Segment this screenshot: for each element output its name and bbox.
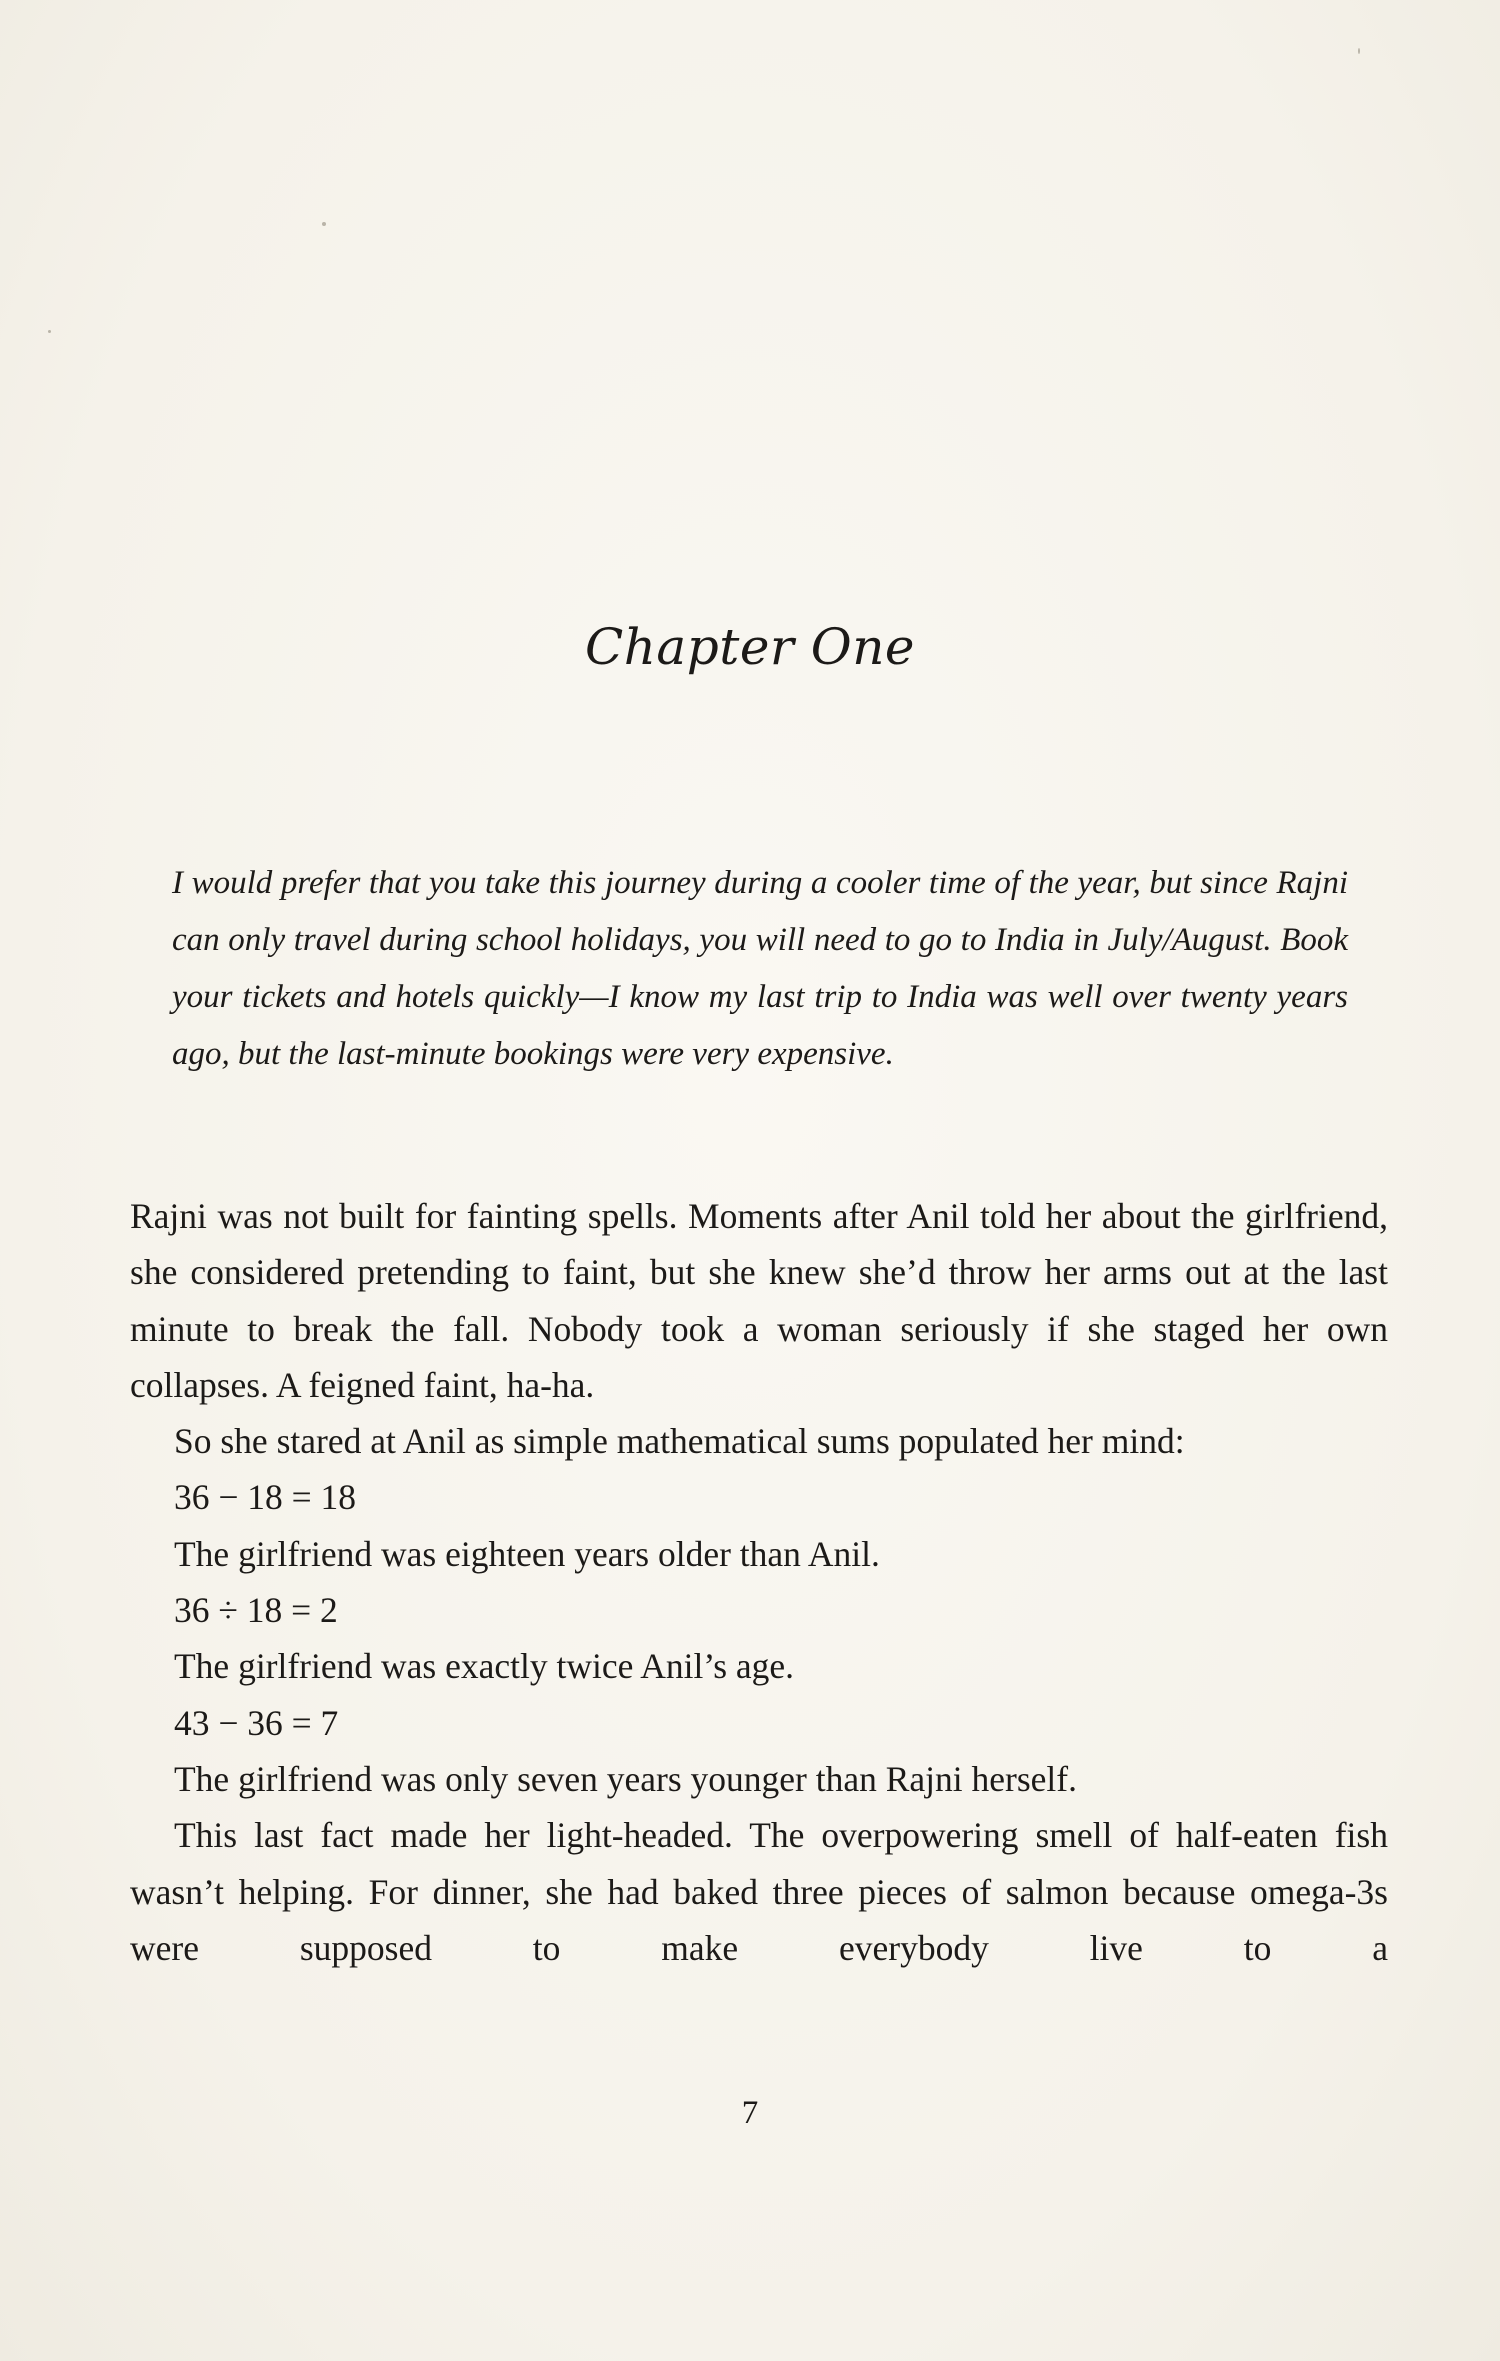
chapter-body	[130, 1188, 1388, 1976]
paragraph-3: The girlfriend was eighteen years older than Anil.	[174, 1533, 880, 1574]
paragraph-1: Rajni was not built for fainting spells. Moments after Anil told her about the girlfriend, she considered pretending to faint, but she knew she’d throw her arms out at the last minute to break the fall. Nobody took a woman seriously if she staged her own collapses. A feigned faint, ha-ha.	[130, 1196, 1388, 1405]
page-number: 7	[741, 2095, 759, 2131]
chapter-title: Chapter One	[584, 618, 916, 676]
paragraph-6: This last fact made her light-headed. The overpowering smell of half-eaten fish wasn’t helping. For dinner, she had baked three pieces of salmon because omega-3s were supposed to make everybody live to a	[130, 1815, 1388, 1968]
equation-3: 43 − 36 = 7	[174, 1702, 339, 1743]
equation-1: 36 − 18 = 18	[174, 1477, 357, 1518]
paragraph-5: The girlfriend was only seven years younger than Rajni herself.	[174, 1758, 1077, 1799]
epigraph: I would prefer that you take this journey during a cooler time of the year, but since Rajni can only travel during school holidays, you will need to go to India in July/August. Book your tickets and hotels quickly—I know my last trip to India was well over twenty years ago, but the last-minute bookings were very expensive.	[172, 865, 1348, 1072]
paragraph-4: The girlfriend was exactly twice Anil’s age.	[174, 1646, 795, 1687]
paper-speck	[48, 330, 51, 333]
paragraph-2: So she stared at Anil as simple mathematical sums populated her mind:	[174, 1421, 1185, 1462]
paper-speck	[1358, 48, 1360, 54]
paper-speck	[322, 222, 326, 226]
equation-2: 36 ÷ 18 = 2	[174, 1590, 338, 1631]
